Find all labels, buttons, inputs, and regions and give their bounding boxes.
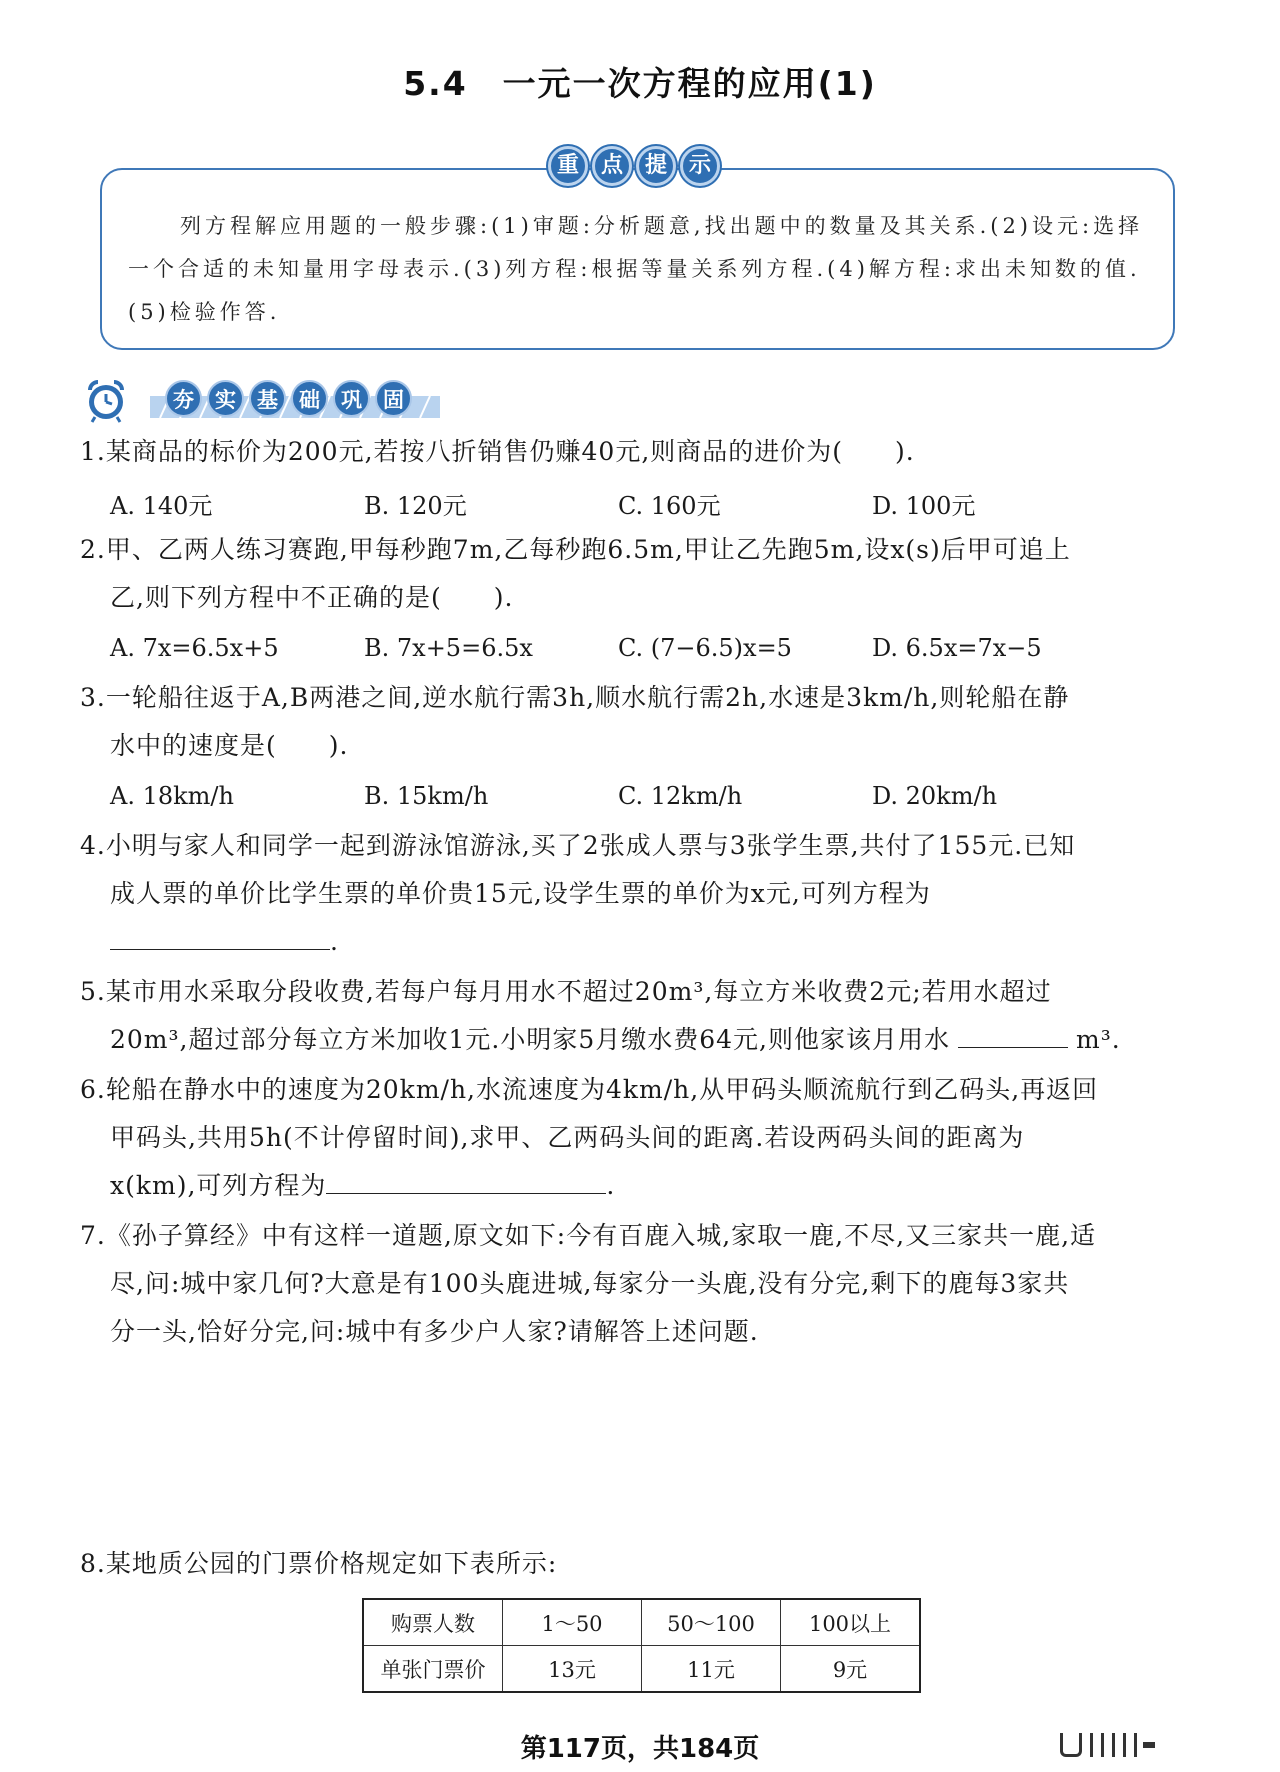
ticket-price-table bbox=[362, 1598, 921, 1693]
table-cell: 50～100 bbox=[642, 1599, 781, 1646]
table-cell: 100以上 bbox=[781, 1599, 921, 1646]
table-cell: 1～50 bbox=[503, 1599, 642, 1646]
option-a: A. 7x=6.5x+5 bbox=[110, 634, 279, 662]
answer-blank[interactable] bbox=[326, 1167, 606, 1194]
option-d: D. 20km/h bbox=[872, 782, 998, 810]
question-4-line-3: . bbox=[80, 918, 1200, 966]
section-heading bbox=[165, 380, 412, 417]
section-badge: 夯 bbox=[165, 380, 202, 417]
option-c: C. 12km/h bbox=[618, 782, 743, 810]
question-8: 8.某地质公园的门票价格规定如下表所示: bbox=[80, 1549, 558, 1578]
question-5-line-1: 5.某市用水采取分段收费,若每户每月用水不超过20m³,每立方米收费2元;若用水超过 bbox=[80, 977, 1052, 1006]
option-d: D. 6.5x=7x−5 bbox=[872, 634, 1042, 662]
section-badge: 巩 bbox=[333, 380, 370, 417]
answer-blank[interactable] bbox=[110, 923, 330, 950]
question-7 bbox=[80, 1212, 1200, 1356]
question-1: 1.某商品的标价为200元,若按八折销售仍赚40元,则商品的进价为( ). bbox=[80, 437, 915, 466]
section-badge: 基 bbox=[249, 380, 286, 417]
question-4 bbox=[80, 822, 1200, 966]
two-page-icon[interactable] bbox=[1090, 1733, 1104, 1757]
question-7-line-2: 尽,问:城中家几何?大意是有100头鹿进城,每家分一头鹿,没有分完,剩下的鹿每3家共 bbox=[110, 1269, 1070, 1298]
page-view-icon[interactable] bbox=[1060, 1733, 1082, 1757]
scroll-view-icon[interactable] bbox=[1112, 1733, 1126, 1757]
key-points-badge: 点 bbox=[592, 146, 632, 186]
question-3-line-1: 3.一轮船往返于A,B两港之间,逆水航行需3h,顺水航行需2h,水速是3km/h,则轮船在静 bbox=[80, 683, 1070, 712]
table-cell: 11元 bbox=[642, 1646, 781, 1693]
question-6-line-2: 甲码头,共用5h(不计停留时间),求甲、乙两码头间的距离.若设两码头间的距离为 bbox=[110, 1123, 1025, 1152]
table-cell: 13元 bbox=[503, 1646, 642, 1693]
question-5-line-2: 20m³,超过部分每立方米加收1元.小明家5月缴水费64元,则他家该月用水 m³. bbox=[80, 1016, 1200, 1064]
option-b: B. 7x+5=6.5x bbox=[364, 634, 533, 662]
table-header-cell: 购票人数 bbox=[363, 1599, 503, 1646]
page-title: 5.4 一元一次方程的应用(1) bbox=[403, 64, 877, 103]
question-7-line-1: 7.《孙子算经》中有这样一道题,原文如下:今有百鹿入城,家取一鹿,不尽,又三家共一鹿,适 bbox=[80, 1221, 1097, 1250]
question-6-line-3: x(km),可列方程为 . bbox=[80, 1162, 1200, 1210]
question-7-line-3: 分一头,恰好分完,问:城中有多少户人家?请解答上述问题. bbox=[110, 1317, 759, 1346]
table-row bbox=[363, 1646, 920, 1693]
section-badge: 础 bbox=[291, 380, 328, 417]
table-header-cell: 单张门票价 bbox=[363, 1646, 503, 1693]
question-1-options bbox=[110, 486, 1190, 521]
question-5 bbox=[80, 968, 1200, 1064]
alarm-clock-icon bbox=[82, 376, 130, 424]
option-a: A. 140元 bbox=[110, 492, 213, 520]
option-c: C. (7−6.5)x=5 bbox=[618, 634, 792, 662]
question-2-line-2: 乙,则下列方程中不正确的是( ). bbox=[110, 583, 514, 612]
question-2 bbox=[80, 526, 1200, 622]
option-c: C. 160元 bbox=[618, 492, 721, 520]
key-points-badge: 示 bbox=[680, 146, 720, 186]
question-6 bbox=[80, 1066, 1200, 1210]
key-points-header bbox=[548, 146, 720, 186]
table-cell: 9元 bbox=[781, 1646, 921, 1693]
grid-view-icon[interactable] bbox=[1134, 1733, 1156, 1757]
question-2-line-1: 2.甲、乙两人练习赛跑,甲每秒跑7m,乙每秒跑6.5m,甲让乙先跑5m,设x(s)后甲可追上 bbox=[80, 535, 1071, 564]
option-a: A. 18km/h bbox=[110, 782, 234, 810]
key-points-badge: 提 bbox=[636, 146, 676, 186]
question-3-options bbox=[110, 782, 1190, 810]
option-b: B. 120元 bbox=[364, 492, 467, 520]
question-4-line-2: 成人票的单价比学生票的单价贵15元,设学生票的单价为x元,可列方程为 bbox=[110, 879, 931, 908]
option-b: B. 15km/h bbox=[364, 782, 489, 810]
question-2-options bbox=[110, 634, 1190, 662]
page-indicator: 第117页，共184页 bbox=[520, 1734, 760, 1764]
question-4-line-1: 4.小明与家人和同学一起到游泳馆游泳,买了2张成人票与3张学生票,共付了155元.已知 bbox=[80, 831, 1076, 860]
viewer-toolbar bbox=[1060, 1733, 1156, 1757]
table-row bbox=[363, 1599, 920, 1646]
question-3 bbox=[80, 674, 1200, 770]
answer-blank[interactable] bbox=[958, 1021, 1068, 1048]
option-d: D. 100元 bbox=[872, 492, 976, 520]
section-badge: 实 bbox=[207, 380, 244, 417]
question-3-line-2: 水中的速度是( ). bbox=[110, 731, 349, 760]
key-points-badge: 重 bbox=[548, 146, 588, 186]
section-badge: 固 bbox=[375, 380, 412, 417]
question-6-line-1: 6.轮船在静水中的速度为20km/h,水流速度为4km/h,从甲码头顺流航行到乙码头,再返回 bbox=[80, 1075, 1099, 1104]
key-points-text: 列方程解应用题的一般步骤:(1)审题:分析题意,找出题中的数量及其关系.(2)设元:选择一个合适的未知量用字母表示.(3)列方程:根据等量关系列方程.(4)解方程:求出未知数的值.(5)检验作答. bbox=[128, 214, 1144, 324]
